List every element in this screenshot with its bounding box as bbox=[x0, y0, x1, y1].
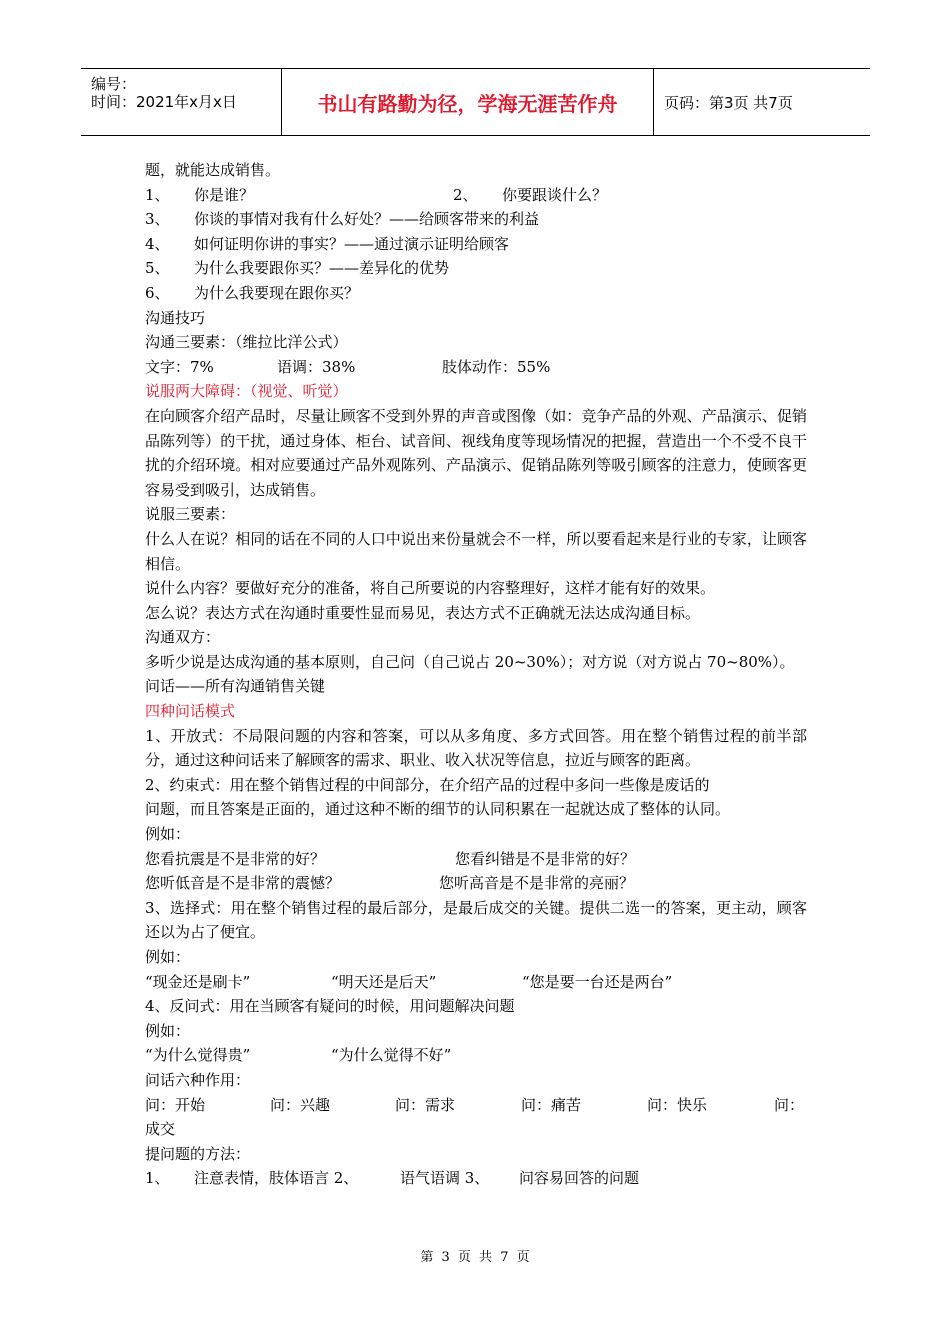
text-line: 问题，而且答案是正面的，通过这种不断的细节的认同积累在一起就达成了整体的认同。 bbox=[145, 800, 731, 819]
text-line: 沟通三要素：（维拉比洋公式） bbox=[145, 333, 348, 352]
list-number: 3、 bbox=[145, 210, 170, 229]
text-line: 问话六种作用： bbox=[145, 1070, 251, 1089]
use-item: 问：快乐 bbox=[647, 1095, 708, 1114]
methods-line bbox=[145, 1166, 807, 1191]
date-label: 时间：2021年x月x日 bbox=[91, 93, 237, 111]
method-item: 注意表情，肢体语言 2、 bbox=[194, 1169, 359, 1188]
list-number: 6、 bbox=[145, 283, 170, 302]
example-text: 您看纠错是不是非常的好？ bbox=[455, 849, 636, 868]
list-number: 4、 bbox=[145, 234, 170, 253]
text-line: 2、约束式：用在整个销售过程的中间部分，在介绍产品的过程中多问一些像是废话的 bbox=[145, 775, 710, 794]
example-line bbox=[145, 970, 807, 995]
list-text: 为什么我要跟你买？——差异化的优势 bbox=[194, 259, 450, 278]
document-body bbox=[145, 158, 807, 1191]
example-text: 您看抗震是不是非常的好？ bbox=[145, 849, 326, 868]
section-heading: 沟通技巧 bbox=[145, 308, 206, 327]
list-text: 你是谁？ bbox=[194, 185, 255, 204]
question-line bbox=[145, 207, 807, 232]
section-heading-red: 四种问话模式 bbox=[145, 702, 236, 721]
example-text: 您听高音是不是非常的亮丽？ bbox=[439, 874, 635, 893]
example-text: “现金还是刷卡” bbox=[145, 972, 251, 991]
page-footer: 第 3 页 共 7 页 bbox=[420, 1250, 530, 1265]
question-line bbox=[145, 281, 807, 306]
example-line bbox=[145, 871, 807, 896]
ratio-line bbox=[145, 355, 807, 380]
use-item: 问： bbox=[774, 1095, 805, 1114]
text-line: 4、反问式：用在当顾客有疑问的时候，用问题解决问题 bbox=[145, 997, 515, 1016]
use-item: 成交 bbox=[145, 1120, 176, 1139]
text-line: 例如： bbox=[145, 948, 191, 966]
example-text: “为什么觉得不好” bbox=[331, 1046, 452, 1065]
method-item: 问容易回答的问题 bbox=[519, 1169, 640, 1188]
question-line bbox=[145, 183, 807, 208]
uses-line bbox=[145, 1093, 807, 1118]
text-line: 例如： bbox=[145, 825, 191, 844]
header-motto: 书山有路勤为径，学海无涯苦作舟 bbox=[282, 69, 654, 135]
text-line: 提问题的方法： bbox=[145, 1144, 251, 1163]
method-item: 语气语调 3、 bbox=[400, 1169, 490, 1188]
list-number: 5、 bbox=[145, 259, 170, 278]
text-line: 沟通双方： bbox=[145, 628, 221, 647]
ratio-body: 肢体动作：55% bbox=[442, 357, 551, 376]
text-line: 怎么说？表达方式在沟通时重要性显而易见，表达方式不正确就无法达成沟通目标。 bbox=[145, 603, 701, 622]
question-line bbox=[145, 232, 807, 257]
use-item: 问：开始 bbox=[145, 1095, 206, 1114]
text-line: 说什么内容？要做好充分的准备，将自己所要说的内容整理好，这样才能有好的效果。 bbox=[145, 579, 716, 598]
list-number: 1、 bbox=[145, 185, 170, 204]
question-line bbox=[145, 256, 807, 281]
text-line: 例如： bbox=[145, 1021, 191, 1040]
example-line bbox=[145, 847, 807, 872]
list-text: 为什么我要现在跟你买？ bbox=[194, 283, 360, 302]
example-text: “您是要一台还是两台” bbox=[522, 972, 673, 991]
use-item: 问：需求 bbox=[395, 1095, 456, 1114]
paragraph: 什么人在说？相同的话在不同的人口中说出来份量就会不一样，所以要看起来是行业的专家，让顾客相信。 bbox=[145, 529, 807, 573]
paragraph: 1、开放式：不局限问题的内容和答案，可以从多角度、多方式回答。用在整个销售过程的前半部分，通过这种问话来了解顾客的需求、职业、收入状况等信息，拉近与顾客的距离。 bbox=[145, 726, 807, 770]
list-number: 2、 bbox=[453, 185, 478, 204]
section-heading-red: 说服两大障碍：（视觉、听觉） bbox=[145, 382, 348, 401]
example-text: “为什么觉得贵” bbox=[145, 1046, 251, 1065]
example-line bbox=[145, 1043, 807, 1068]
header-page-label: 页码：第3页 共7页 bbox=[664, 93, 793, 112]
header-info-cell bbox=[81, 69, 282, 135]
paragraph: 在向顾客介绍产品时，尽量让顾客不受到外界的声音或图像（如：竞争产品的外观、产品演示、促销品陈列等）的干扰，通过身体、柜台、试音间、视线角度等现场情况的把握，营造出一个不受不良干扰的介绍环境。相对应要通过产品外观陈列、产品演示、促销品陈列等吸引顾客的注意力，使顾客更容易受到吸引，达成销售。 bbox=[145, 406, 807, 499]
ratio-tone: 语调：38% bbox=[277, 357, 356, 376]
code-label: 编号： bbox=[91, 75, 137, 93]
text-line: 问话——所有沟通销售关键 bbox=[145, 677, 326, 696]
list-text: 如何证明你讲的事实？——通过演示证明给顾客 bbox=[194, 234, 510, 253]
example-text: 您听低音是不是非常的震憾？ bbox=[145, 874, 341, 893]
text-line: 题，就能达成销售。 bbox=[145, 161, 281, 179]
paragraph: 多听少说是达成沟通的基本原则，自己问（自己说占 20~30%）；对方说（对方说占 70~80%）。 bbox=[145, 652, 795, 671]
list-text: 你要跟谈什么？ bbox=[502, 185, 608, 204]
use-item: 问：兴趣 bbox=[270, 1095, 331, 1114]
example-text: “明天还是后天” bbox=[331, 972, 437, 991]
header-table bbox=[81, 68, 870, 136]
ratio-text: 文字：7% bbox=[145, 357, 214, 376]
paragraph: 3、选择式：用在整个销售过程的最后部分，是最后成交的关键。提供二选一的答案，更主动，顾客还以为占了便宜。 bbox=[145, 898, 807, 942]
list-text: 你谈的事情对我有什么好处？——给顾客带来的利益 bbox=[194, 210, 540, 229]
use-item: 问：痛苦 bbox=[521, 1095, 582, 1114]
list-number: 1、 bbox=[145, 1169, 170, 1188]
text-line: 说服三要素： bbox=[145, 505, 236, 524]
